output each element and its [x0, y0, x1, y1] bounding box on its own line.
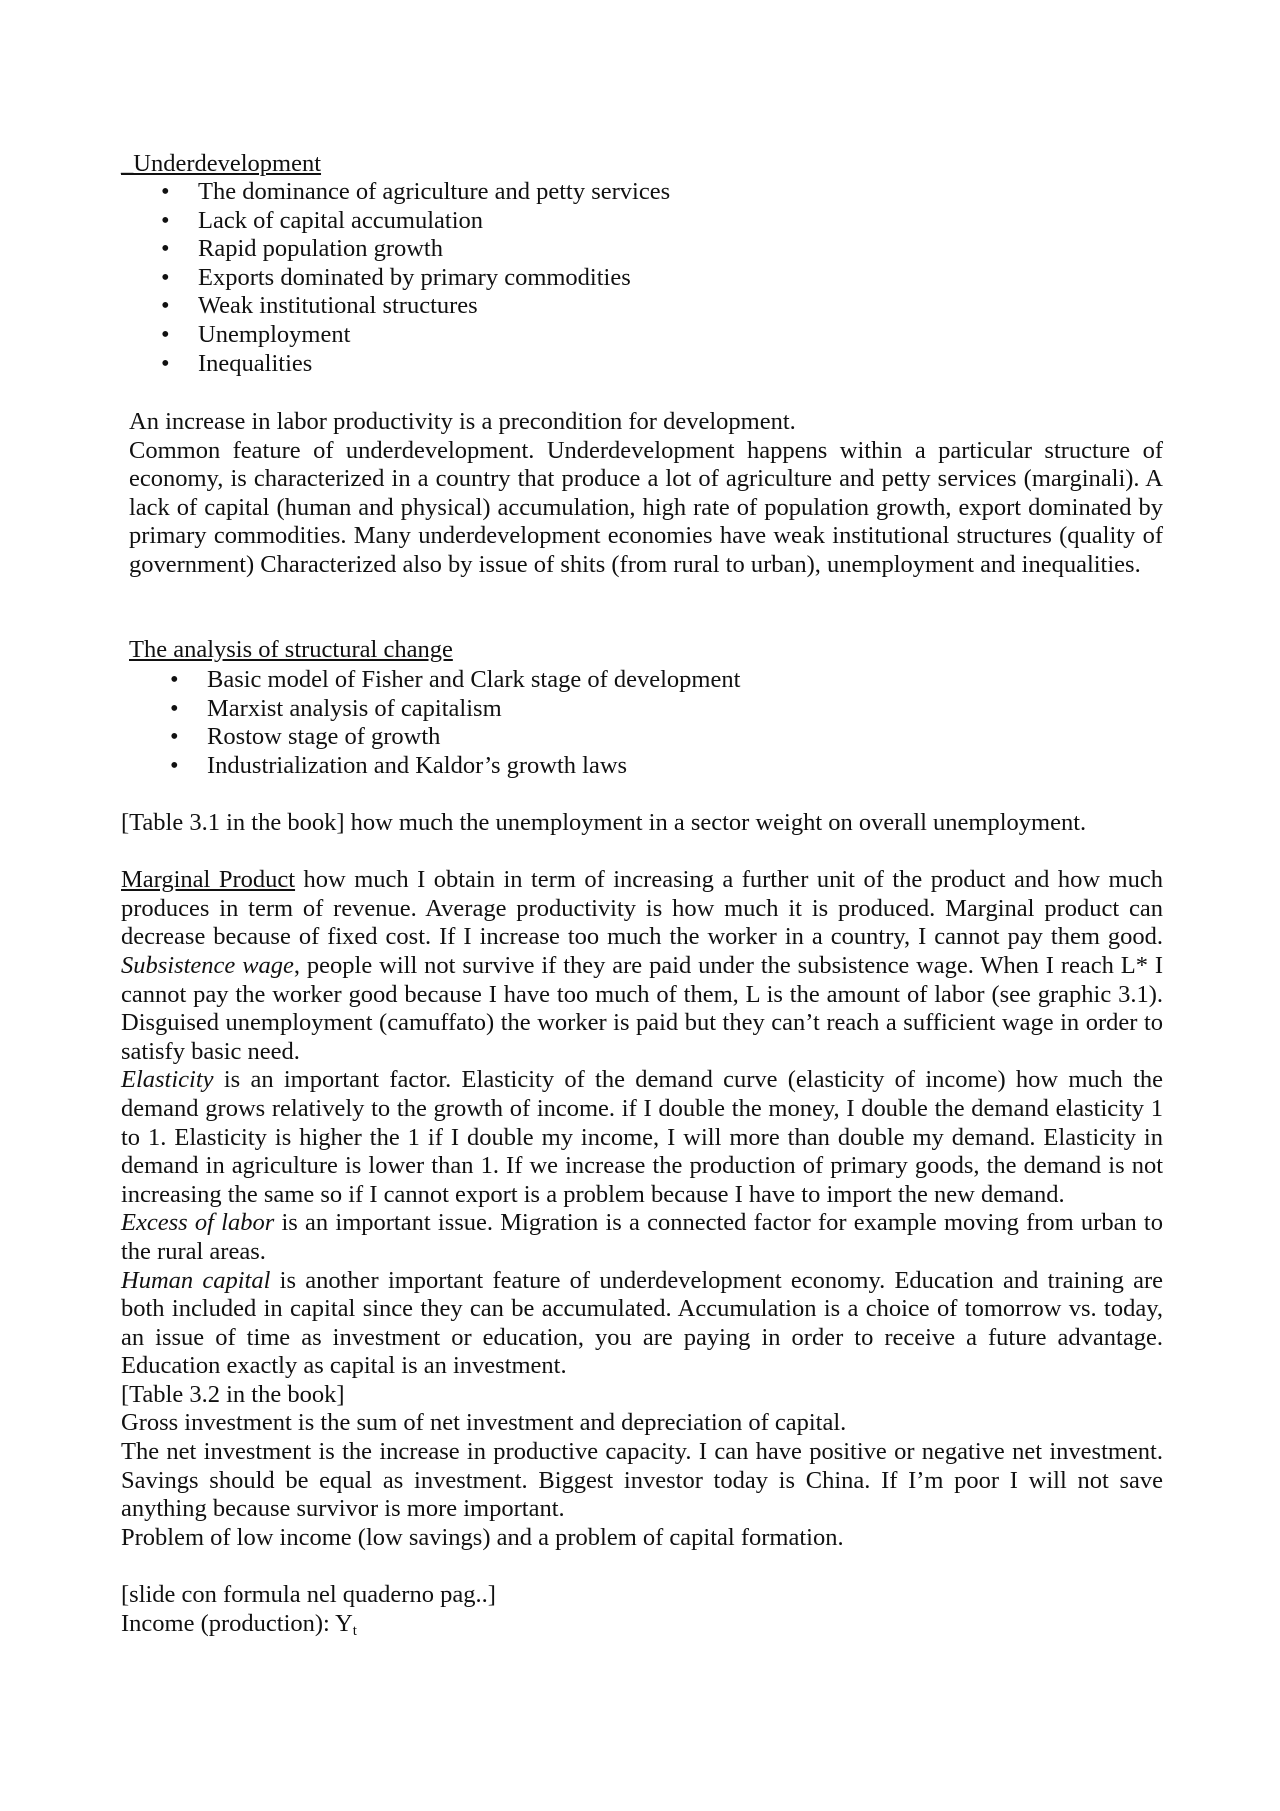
- paragraph: [Table 3.1 in the book] how much the unemployment in a sector weight on overall unemployment.: [121, 809, 1087, 836]
- term-excess-of-labor: Excess of labor: [121, 1209, 275, 1237]
- list-item: • Rapid population growth: [198, 235, 670, 264]
- paragraph: An increase in labor productivity is a precondition for development.: [129, 408, 796, 435]
- list-item: • Marxist analysis of capitalism: [207, 695, 740, 724]
- main-body-text: [121, 809, 1163, 1645]
- term-elasticity: Elasticity: [121, 1066, 214, 1094]
- paragraph: Elasticity is an important factor. Elasticity of the demand curve (elasticity of income) how much the demand grows relatively to the growth of income. if I double the money, I double the demand elasticity 1 to 1. Elasticity is higher the 1 if I double my income, I will more than double my demand. Elasticity in demand in agriculture is lower than 1. If we increase the production of primary goods, the demand is not increasing the same so if I cannot export is a problem because I have to import the new demand.: [121, 1066, 1163, 1208]
- list-item: • Exports dominated by primary commodities: [198, 264, 670, 293]
- list-item: • Unemployment: [198, 321, 670, 350]
- paragraph: Excess of labor is an important issue. Migration is a connected factor for example moving from urban to the rural areas.: [121, 1209, 1163, 1265]
- paragraph: Gross investment is the sum of net investment and depreciation of capital.: [121, 1409, 847, 1437]
- underdevelopment-text: [129, 408, 1163, 580]
- list-item: • Lack of capital accumulation: [198, 207, 670, 236]
- list-item: • The dominance of agriculture and petty services: [198, 178, 670, 207]
- structural-change-bullet-list: [207, 666, 740, 780]
- term-human-capital: Human capital: [121, 1266, 271, 1294]
- paragraph: Problem of low income (low savings) and a problem of capital formation.: [121, 1523, 844, 1551]
- section-title-structural-change: The analysis of structural change: [129, 636, 453, 663]
- paragraph: [slide con formula nel quaderno pag..]: [121, 1581, 496, 1609]
- list-item: • Basic model of Fisher and Clark stage of development: [207, 666, 740, 695]
- section-title-underdevelopment: _Underdevelopment: [121, 150, 322, 177]
- list-item: • Weak institutional structures: [198, 292, 670, 321]
- list-item: • Rostow stage of growth: [207, 723, 740, 752]
- paragraph: Marginal Product how much I obtain in term of increasing a further unit of the product and how much produces in term of revenue. Average productivity is how much it is produced. Marginal product can decrease because of fixed cost. If I increase too much the worker in a country, I cannot pay them good. Subsistence wage, people will not survive if they are paid under the subsistence wage. When I reach L* I cannot pay the worker good because I have too much of them, L is the amount of labor (see graphic 3.1). Disguised unemployment (camuffato) the worker is paid but they can’t reach a sufficient wage in order to satisfy basic need.: [121, 866, 1163, 1065]
- paragraph: Common feature of underdevelopment. Underdevelopment happens within a particular structure of economy, is characterized in a country that produce a lot of agriculture and petty services (marginali). A lack of capital (human and physical) accumulation, high rate of population growth, export dominated by primary commodities. Many underdevelopment economies have weak institutional structures (quality of government) Characterized also by issue of shits (from rural to urban), unemployment and inequalities.: [129, 436, 1163, 578]
- list-item: • Industrialization and Kaldor’s growth laws: [207, 752, 740, 781]
- paragraph: Human capital is another important feature of underdevelopment economy. Education and training are both included in capital since they can be accumulated. Accumulation is a choice of tomorrow vs. today, an issue of time as investment or education, you are paying in order to receive a future advantage. Education exactly as capital is an investment.: [121, 1266, 1163, 1380]
- term-marginal-product: Marginal Product: [121, 866, 296, 894]
- list-item: • Inequalities: [198, 350, 670, 379]
- paragraph: [Table 3.2 in the book]: [121, 1380, 345, 1408]
- underdevelopment-bullet-list: [198, 178, 670, 378]
- paragraph: The net investment is the increase in productive capacity. I can have positive or negative net investment. Savings should be equal as investment. Biggest investor today is China. If I’m poor I will not save anything because survivor is more important.: [121, 1438, 1163, 1523]
- term-subsistence-wage: Subsistence wage: [121, 951, 294, 979]
- income-formula: Income (production): $Y_t$: [121, 1609, 357, 1639]
